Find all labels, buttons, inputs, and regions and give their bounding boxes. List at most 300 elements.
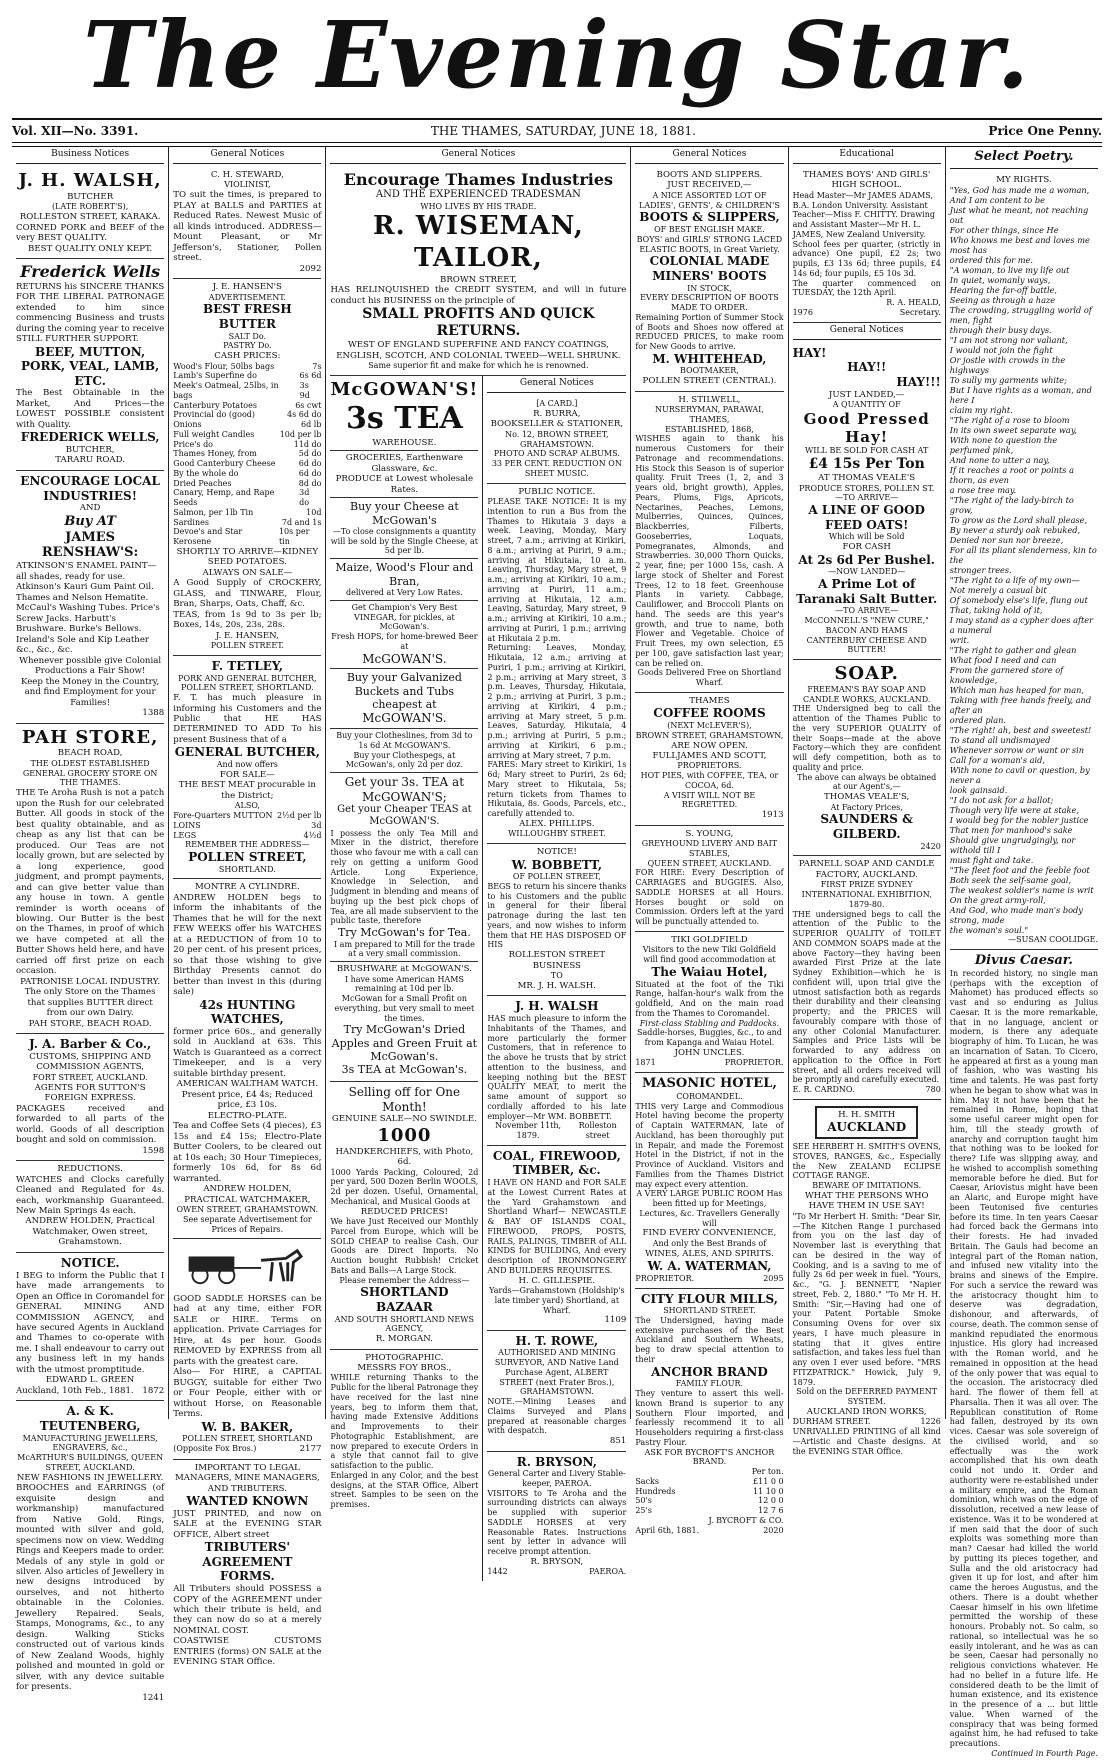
ad-body-2: The only Store on the Thames that supplies BUTTER direct from our own Dairy.: [24, 987, 156, 1019]
ad-title: PUBLIC NOTICE.: [518, 486, 596, 497]
ad-line-9: —TO ARRIVE—: [835, 606, 899, 616]
price-list: [173, 811, 321, 840]
poem-line: Taking with free hands freely, and after an: [949, 695, 1092, 716]
price-list: [635, 1477, 783, 1516]
ad-line-2: Please remember the Address—: [339, 1275, 470, 1285]
price-item: Salmon, per 1lb Tin: [173, 507, 254, 517]
ad-signature: H. C. GILLESPIE.: [518, 1275, 596, 1286]
price-item: Onions: [173, 420, 202, 430]
poem-line: Hearing the far-off battle,: [949, 285, 1058, 296]
ad-address: POLLEN STREET.: [210, 641, 284, 651]
ad-teutenberg: [16, 1401, 164, 1707]
ad-subtitle: FREEMAN'S BAY SOAP AND CANDLE WORKS, AUCKLAND.: [802, 684, 931, 704]
poem-line: Denied nor sun nor breeze,: [949, 535, 1064, 546]
ad-address: BROWN STREET,: [440, 274, 517, 285]
poem-line: The crowding, struggling world of men, fight: [949, 305, 1092, 326]
ad-title: NOTICE.: [60, 1255, 120, 1270]
ad-body: PLEASE TAKE NOTICE: It is my intention to run a Bus from the Thames to Hikutaia 3 days a week. Leaving, Monday, Mary street, 7 a.m.; arriving at Kirikiri, 8 a.m.; arriving at Puriri, 9 a.m.; arriving at Hikutaia, 10 a.m. Leaving, Thursday, Mary street, 9 a.m.; arriving at Kirikiri, 10 a.m.; arriving at Puriri, 11 a.m.; arriving at Hikutaia, 12 a.m. Leaving, Saturday, Mary street, 9 a.m.; arriving at Kirikiri, 10 a.m.; arriving at Puriri, 1 p.m.; arriving at Hikutaia 2 p.m.: [487, 497, 627, 643]
price-item: Good Canterbury Cheese: [173, 459, 276, 469]
ad-address: SHORTLAND STREET.: [663, 1306, 756, 1316]
article-continued: Continued in Fourth Page.: [991, 1748, 1099, 1758]
ad-line-2: First-class Stabling and Paddocks.: [639, 1018, 780, 1028]
ad-body: I HAVE ON HAND and FOR SALE at the Lowest Current Rates at the Yard Grahamstown and Shortland Wharf— NEWCASTLE & BAY OF ISLANDS COAL, FIREWOOD, PROPS, POSTS, RAILS, PALINGS, TIMBER of ALL KINDS for BUILDING, And every description of IRONMONGERY AND BUILDERS REQUISITES.: [487, 1178, 627, 1275]
ad-heading: Encourage Thames Industries: [343, 169, 614, 189]
poem-line: Who knows me best and loves me most has: [949, 235, 1090, 256]
volume-number: Vol. XII—No. 3391.: [12, 124, 139, 138]
poem-line: "I do not ask for a ballot;: [949, 795, 1054, 806]
ad-heading: ANCHOR BRAND: [651, 1364, 768, 1379]
poem-line: In quiet, womanly ways,: [949, 275, 1051, 286]
ad-line-6: Fresh HOPS, for home-brewed Beer at: [331, 632, 478, 651]
ad-body-2: Enlarged in any Color, and the best designs, at the STAR Office, Albert street. Samples to be seen on the premises.: [330, 1470, 479, 1510]
ad-line-2: ASK FOR BYCROFT'S ANCHOR BRAND.: [644, 1447, 775, 1467]
ad-heading-2: Maize, Wood's Flour and Bran,: [335, 561, 474, 588]
poem-line: Just what he meant, not reaching out: [949, 205, 1089, 226]
price-value: 8d do: [298, 478, 322, 488]
ad-reductions: [16, 1161, 164, 1253]
ad-steward-violinist: [173, 167, 321, 279]
ad-title: R. BRYSON,: [516, 1454, 597, 1469]
poem-line: For other things, since He: [949, 225, 1059, 236]
ad-body-2: School fees per quarter, (strictly in advance) One pupil, £2 2s; two pupils, £3 13s 6d; three pupils, £4 14s 6d; four pupils, £5 10s 3d.: [792, 239, 941, 278]
poem-line: Not merely a casual bit: [949, 585, 1047, 596]
ad-line: SALT Do.: [228, 331, 267, 341]
ad-signature: R. A. HEALD,: [886, 298, 941, 308]
ad-heading-3: Buy your Galvanized Buckets and Tubs cheapest at: [346, 671, 462, 711]
ad-signature: SAUNDERS & GILBERD.: [820, 812, 913, 842]
ad-heading: AGENTS FOR SUTTON'S FOREIGN EXPRESS.: [34, 1082, 146, 1104]
ad-line-12: McGowan for a Small Profit on everything, but very small to meet the times.: [334, 994, 475, 1023]
ad-number: 1442: [487, 1567, 508, 1577]
poem-line: That men for manhood's sake: [949, 825, 1073, 836]
ad-heading: ENCOURAGE LOCAL INDUSTRIES!: [20, 473, 160, 503]
ad-body: VISITORS to Te Aroha and the surrounding districts can always be supplied with superior SADDLE HORSES at very Reasonable Rates. Instructions sent by letter in advance will receive prompt attention.: [487, 1488, 627, 1557]
ad-title: THAMES BOYS' AND GIRLS' HIGH SCHOOL.: [803, 169, 931, 191]
ad-number: 1871: [635, 1058, 656, 1068]
ad-number-big: 1000: [377, 1124, 432, 1146]
ad-address: BEACH ROAD,: [57, 748, 123, 759]
column-header: Business Notices: [16, 147, 164, 164]
ad-note: SHORTLY TO ARRIVE—KIDNEY SEED POTATOES.: [176, 546, 319, 568]
column-header: General Notices: [635, 147, 783, 164]
ad-connector: AND: [79, 503, 101, 514]
ad-signature: R. BRYSON,: [530, 1556, 584, 1567]
ad-date: Auckland, 10th Feb., 1881.: [16, 1385, 134, 1396]
ad-body: FOR HIRE: Every Description of CARRIAGES and BUGGIES. Also, SADDLE HORSES at all Hours. Horses bought or sold on Commission. Orders left at the yard will be punctually attended to.: [635, 868, 784, 927]
price-row: [173, 401, 321, 411]
ad-line: PHOTO AND SCRAP ALBUMS.: [493, 449, 620, 459]
ad-body: WATCHES and Clocks carefully Cleaned and Regulated for 4s. each, workmanship Guaranteed. New Main Springs 4s each.: [16, 1174, 165, 1216]
ad-body: Head Master—Mr JAMES ADAMS, B.A. London University. Assistant Teacher—Miss F. CHITTY. Drawing and Assistant Master—Mr H. L. JAMES, New Zealand University.: [792, 190, 935, 239]
ad-hay-1: HAY!: [792, 345, 827, 360]
poem-line: "The right! ah, best and sweetest!: [949, 725, 1092, 736]
ad-line-2: ARE NOW OPEN.: [671, 740, 748, 751]
ad-number: 1872: [142, 1385, 165, 1396]
ad-trade: BUTCHER,: [65, 444, 115, 455]
price-row: [173, 821, 321, 831]
poem-line: Though very life were at stake,: [949, 805, 1079, 816]
ad-town: COROMANDEL.: [676, 1091, 743, 1101]
ad-parnell-soap: [793, 856, 941, 1099]
ad-trade: BOOTMAKER,: [680, 366, 739, 376]
poem-line: The weakest soldier's name is writ: [949, 885, 1094, 896]
ad-body: THE Te Aroha Rush is not a patch upon the Rush for our celebrated Butter. All goods in stock of the best quality obtainable, and as cheap as any list that can be produced. Our Teas are not locally grown, but are selected by a long experience, good judgment, and prompt payments, and can give better value than any house in town. A gentle reminder is worth oceans of blowing. Our Butter is the best on the Thames, in proof of which we have competed at all the Butter Shows held here, and have carried off first prize on each occasion.: [16, 788, 165, 977]
ad-note: Same superior fit and make for which he is renowned.: [368, 361, 589, 371]
ad-james-renshaw: [16, 471, 164, 724]
ad-foy-photographic: [330, 1350, 478, 1514]
ad-signature: ALEX. PHILLIPS.: [519, 818, 595, 829]
ad-line-10: BRUSHWARE at McGOWAN'S.: [336, 964, 472, 975]
price-row: [635, 1496, 783, 1506]
poem-body: [950, 185, 1098, 935]
price-value: 11d do: [293, 439, 322, 449]
ad-body: WISHES again to thank his numerous Customers for their Patronage and recommendations. His Stock this Season is of superior quality. Fruit Trees (1, 2, and 3 years old, bright growth), Apples, Pears, Plums, Figs, Apricots, Nectarines, Peaches, Lemons, Mulberries, Quinces, Quinces, Blackberries, Filberts, Gooseberries, Loquats, Pomegranates, Almonds, and Strawberries. 30,000 Thorn Quicks, 2 year, fine; per 1000 15s, cash. A large stock of Shelter and Forest Trees, 12 to 18 feet. Greenhouse Plants in variety. Cabbage, Cauliflower, and Broccoli Plants on hand. The seeds are this year's growth, and true to name, both Flower and Vegetable. Choice of Fruit Trees, my own selection, £5 per 100, gave satisfaction last year; can be relied on.: [635, 434, 784, 668]
ad-tetley: [173, 656, 321, 880]
column-header: Select Poetry.: [950, 147, 1098, 169]
ad-subtitle: BOOKSELLER & STATIONER,: [490, 419, 624, 430]
ad-heading-8: 3s TEA at McGowan's.: [341, 1063, 468, 1077]
ad-heading-3: ELECTRO-PLATE.: [207, 1110, 287, 1121]
ad-high-school: [793, 167, 941, 323]
ad-body: THE undersigned begs to call the attention of the Public to the SUPERIOR QUALITY of TOILET AND COMMON SOAPS made at the above Factory—they having been awarded First Prize at the late Sydney Exhibition—which he is confident will, upon trial give the utmost satisfaction both as regards their durability and their cleansing property; and the PRICES will favourably compare with those of any other Colonial Manufacturer. Samples and Price Lists will be forwarded to any address on application to the Office in Fort street, and all orders received will be promptly and carefully executed.: [792, 909, 941, 1085]
ad-body: SEE HERBERT H. SMITH'S OVENS, STOVES, RANGES, &c., Especially the New ZEALAND ECLIPSE COTTAGE RANGE.: [792, 1142, 941, 1181]
poem-line: Call for a woman's aid,: [949, 755, 1045, 766]
ad-address: POLLEN STREET,: [188, 850, 307, 865]
ad-title: C. H. STEWARD,: [210, 169, 284, 180]
price-item: Fore-Quarters MUTTON: [173, 811, 273, 821]
ad-heading: FIND EVERY CONVENIENCE,: [642, 1228, 777, 1239]
ad-heading: 42s HUNTING WATCHES,: [199, 997, 296, 1027]
masthead: [0, 0, 1114, 110]
ad-address: No. 12, BROWN STREET,: [505, 429, 609, 439]
ad-body: PACKAGES received and forwarded to all parts of the world. Goods of all description bought and sold on commission.: [16, 1103, 165, 1146]
ad-signature: E. R. CARDNO.: [792, 1085, 855, 1095]
ad-signature: ANDREW HOLDEN,: [203, 1184, 292, 1195]
ad-title: M. WHITEHEAD,: [652, 351, 767, 366]
column-header: General Notices: [173, 147, 321, 164]
ad-body: GOOD SADDLE HORSES can be had at any time, either FOR SALE or HIRE. Terms on application. Private Carriages for Hire, at 4s per hour. Goods REMOVED by EXPRESS from all parts with the greatest care.: [173, 1293, 322, 1367]
horse-carriage-illustration: [181, 1246, 314, 1286]
ad-note: [A CARD.]: [536, 399, 578, 409]
ad-title: MASONIC HOTEL,: [642, 1076, 777, 1092]
ad-line-2: A QUANTITY OF: [832, 400, 901, 410]
price-value: 3d do: [299, 488, 310, 508]
ad-signature: FULLJAMES AND SCOTT,: [652, 751, 767, 761]
price-row: [173, 449, 321, 459]
ad-title: REDUCTIONS.: [57, 1164, 123, 1175]
price-row: [173, 811, 321, 821]
ad-body: BROOCHES and EARRINGS (of exquisite design and workmanship) manufactured from Native Gold. Rings, mounted with silver and gold, specimens now on view. Wedding Rings and Keepers made to order. Medals of any style in gold or silver. Also articles of Jewellery in new designs introduced by ourselves, and not hitherto obtainable in the Colonies. Jewellery Repaired. Seals, Stamps, Monograms, &c., to any design. Walking Sticks constructed out of various kinds of New Zealand Woods, highly polished and mounted in gold or silver, with any device suitable for presents.: [16, 1483, 165, 1693]
ad-motto: SMALL PROFITS AND QUICK RETURNS.: [362, 306, 595, 340]
price-row: [173, 430, 321, 440]
ad-line-5: A VISIT WILL NOT BE REGRETTED.: [663, 790, 756, 810]
ad-address: OWEN STREET, GRAHAMSTOWN.: [176, 1205, 319, 1215]
ad-trade: PRACTICAL WATCHMAKER,: [184, 1194, 311, 1205]
ad-body-2: TEAS, from 1s 9d to 3s per lb; Boxes, 14s, 20s, 23s, 28s.: [173, 609, 322, 631]
column-educational: [789, 147, 946, 1456]
price-item: Provincial do (good): [173, 410, 255, 420]
column-select-poetry: [946, 147, 1102, 1758]
ad-heading: NEW FASHIONS IN JEWELLERY.: [16, 1472, 164, 1483]
ad-line-9: I am prepared to Mill for the trade at a very small commission.: [333, 939, 475, 959]
ad-address: BROWN STREET, GRAHAMSTOWN,: [635, 730, 784, 740]
ad-body-2: All Tributers should POSSESS a COPY of the AGREEMENT under which their tribute is held, and they can now do so at a merely NOMINAL COST.: [173, 1584, 322, 1636]
ad-subtitle: AND THE EXPERIENCED TRADESMAN: [375, 189, 581, 201]
ad-body-2: WEST OF ENGLAND SUPERFINE AND FANCY COATINGS, ENGLISH, SCOTCH, AND COLONIAL TWEED—WELL SHRUNK.: [336, 340, 621, 361]
ad-line-3: ALSO,: [234, 801, 260, 811]
poem-line: a rose tree may.: [949, 485, 1017, 496]
ad-body: AUTHORISED AND MINING SURVEYOR, AND Native Land Purchase Agent, ALBERT STREET (next Frater Bros.), GRAHAMSTOWN.: [494, 1348, 619, 1397]
article-body: In recorded history, no single man (perhaps with the exception of Mahomet) has produced effects so vast and so enduring as Julius Caesar. It is the more remarkable, that in no language, ancient or modern, is there any adequate biography of him. To Lucan, he was an incarnation of Satan. To Cicero, he appeared at first as a young man of fashion, who was wasting his time and talents. He was past forty when he began to show what was in him. May it not have been that he remained in Rome, hoping that some useful career might open for him, till the steady growth of anarchy and corruption taught him that nothing was to be looked for there? Life was slipping away, and he wished to accomplish something memorable before he died. But for Caesar, Ariovistus might have been an Alaric, and Europe might have been Teutonised five centuries before its time. In ten years Caesar had forced back the Germans into their forests. He had invaded Britain. The Gauls had become an integral part of the Roman nation, and infused new vitality into the brains and sinews of the Empire. For such a service the reward was the aristocracy thought him to deserve was degradation, dishonour, and afterwards, of course, death. The common sense of mankind repudiated the enormous injustice. His glory had increased with the Roman world, and he remained in opposition at the head of the only power that was equal to the occasion. The aristocracy died hard. The flower of them fell at Pharsalia. Then it was all over. The Republican constitution of Rome had fallen, destroyed by its own vices. Caesar was sole sovereign of the civilised world, and so effectually was the work accomplished that his own death could not undo it. Order and authority were re-established under a military empire, and the Roman dominion, which was on the edge of dissolution, received a new lease of existence. Was it to be wondered at if men said that the door of such exploits was something more than man? Caesar had killed the world by putting its pieces together, and Sulla and the old aristocracy had given it up for lost, and after him came the heroes Augustus, and the others. There is a doubt whether Caesar himself in his own lifetime permitted the worship of these honours. Probably not. So calm, so rational, so intellectual was he so easily intolerant, and he was as can be seen, Caesar had personally no religious convictions whatever. He had no belief in a future life. He considered death to be the limit of human existence, and its existence in the presence of a ... but little value. When warned of the conspiracy that was being formed against him, he had refused to take precautions.: [949, 968, 1099, 1749]
price-value: 2½d per lb: [277, 811, 322, 821]
ad-body-2: They venture to assert this well-known Brand is superior to any Southern Flour imported, and fearlessly recommend it to all Householders requiring a first-class Pastry Flour.: [635, 1389, 784, 1447]
ad-address: QUEEN STREET, AUCKLAND.: [647, 858, 772, 868]
ad-line-2: Goods Delivered Free on Shortland Wharf.: [637, 668, 782, 688]
price-row: [173, 410, 321, 420]
ad-title: H. T. ROWE,: [515, 1333, 599, 1348]
ad-line-7: FOR CASH: [842, 542, 891, 553]
ad-number: 780: [925, 1085, 941, 1095]
price-item: By the whole do: [173, 468, 239, 478]
ad-line-4: PROPRIETOR.: [724, 1058, 784, 1068]
ad-heading-3: ALWAYS ON SALE—: [202, 567, 293, 578]
logo-text: H. H. SMITH: [838, 1109, 896, 1120]
ad-line-6: Which will be Sold: [828, 532, 905, 542]
price-item: Canary, Hemp, and Rape Seeds: [173, 488, 275, 508]
ad-number: 851: [609, 1436, 627, 1447]
ad-bryson: [487, 1452, 626, 1582]
ad-line: Secretary.: [899, 307, 941, 317]
ad-heading: THAMES: [689, 695, 730, 706]
ad-line-2: MR. J. H. WALSH.: [517, 980, 596, 991]
ad-heading-2: SHORTLAND BAZAAR: [360, 1285, 449, 1314]
ad-address: POLLEN STREET (CENTRAL).: [642, 376, 777, 387]
price-value: 12 7 6: [758, 1506, 784, 1515]
ad-price: £4 15s Per Ton: [808, 456, 925, 473]
ad-testimonials: "To Mr Herbert H. Smith: "Dear Sir,—The Kitchen Range I purchased from you on the last day of November last is everything that can be desired in the way of Cooking, and is a saving to me of fully 2s 6d per week in fuel. "Yours, &c., "G. J. BENNETT, "Napier street, Feb. 2, 1880." "To Mr H. H. Smith: "Sir,—Having had one of your Patent Portable Smoke Consuming Ovens for over six years, I have much pleasure in stating that it gives entire satisfaction, and takes less fuel than any oven I ever used before. "MRS FITZPATRICK." Howick, July 9, 1879.: [792, 1211, 941, 1387]
ad-line: WHO LIVES BY HIS TRADE.: [420, 201, 537, 211]
ad-number: 1976: [792, 307, 813, 317]
ad-heading-2: TRIBUTERS' AGREEMENT FORMS.: [202, 1540, 293, 1584]
poem-line: On the great army-roll,: [949, 895, 1046, 906]
price-value: 4s 6d do: [287, 410, 322, 420]
ad-body-2: THE BEST MEAT procurable in the District;: [178, 780, 316, 801]
ad-title: Frederick Wells: [20, 262, 161, 282]
ad-number: 2420: [920, 841, 941, 851]
ad-body: WHILE returning Thanks to the Public for the liberal Patronage they have received for the last nine years, beg to inform them that, having made Extensive Additions and Improvements to their Photographic Establishment, are now prepared to execute Orders in a style that cannot fail to give satisfaction to the public.: [330, 1373, 479, 1471]
ad-address: McARTHUR'S BUILDINGS, QUEEN STREET, AUCKLAND.: [17, 1453, 164, 1472]
ad-line: FAMILY FLOUR.: [675, 1379, 744, 1389]
ad-line-2: PROPRIETOR.: [635, 1273, 695, 1283]
price-value: 7s: [312, 361, 322, 371]
ad-signature: J. BYCROFT & CO.: [708, 1515, 784, 1525]
poem-line: I would beg for the nobler justice: [949, 815, 1089, 826]
poem-line: To sully my garments white;: [949, 375, 1067, 386]
ad-town: GRAHAMSTOWN.: [519, 439, 594, 449]
column-header: Educational: [793, 147, 941, 164]
poem-line: "The fleet foot and the feeble foot: [949, 865, 1090, 876]
ad-bobbett: [487, 844, 626, 996]
poem-line: ordered this for me.: [949, 255, 1034, 266]
ad-line-2: FOR SALE—: [219, 769, 275, 780]
ad-line-3: —To close consignments a quantity will be sold by the Single Cheese, at 5d per lb.: [330, 526, 479, 556]
poem-line: To stand all undismayed: [949, 735, 1051, 746]
ad-title: J. A. Barber & Co.,: [28, 1037, 152, 1052]
poem-line: For all its pliant slenderness, kin to the: [949, 545, 1097, 566]
ad-coffee-rooms: [635, 693, 783, 826]
poem-line: To grow as the Lord shall please,: [949, 515, 1088, 526]
poem-line: With none to question the perfumed pink,: [949, 435, 1058, 456]
price-row: [173, 371, 321, 381]
ad-signature: W. A. WATERMAN,: [647, 1259, 772, 1274]
ad-line-8: —NOW LANDED—: [828, 567, 906, 577]
ad-line-5: EVERY DESCRIPTION OF BOOTS MADE TO ORDER.: [640, 293, 779, 313]
ad-footer: PAH STORE, BEACH ROAD.: [28, 1018, 152, 1029]
ad-note-2: Keep the Money in the Country, and find Employment for your Families!: [21, 676, 160, 708]
poem-line: the woman's soul.": [949, 925, 1029, 936]
poem-line: look gainsaid.: [949, 785, 1008, 796]
ad-heading-6: Try McGowan's for Tea.: [337, 926, 471, 940]
ad-title: IMPORTANT TO LEGAL MANAGERS, MINE MANAGERS, AND TRIBUTERS.: [174, 1462, 320, 1494]
column-header-2: General Notices: [793, 323, 941, 340]
ad-body: F. T. has much pleasure in informing his Customers and the Public that HE HAS DETERMINED TO ADD To his present Business that of a: [173, 693, 322, 745]
price-value: 11 10 0: [753, 1486, 784, 1496]
ad-body: ANDREW HOLDEN begs to inform the inhabitants of the Thames that he will for the next FEW WEEKS offer his WATCHES at a REDUCTION of from 10 to 20 per cent. of his present prices, so that those wishing to give Birthday Presents cannot do better than invest in this (during sale): [173, 892, 322, 998]
price-row: [173, 381, 321, 401]
ad-body: TO suit the times, is prepared to PLAY at BALLS and PARTIES at Reduced Rates. Newest Music of all kinds introduced. ADDRESS—Mount Pleasant, or Mr Jefferson's, Stationer, Pollen street.: [173, 190, 322, 264]
ad-heading: PATRONISE LOCAL INDUSTRY.: [20, 976, 161, 987]
ad-signature: W. B. BAKER,: [201, 1419, 294, 1434]
ad-subtitle: GENUINE SALE—NO SWINDLE.: [331, 1114, 477, 1125]
ad-tea: 3s TEA: [346, 401, 463, 437]
ad-subtitle: FIRST PRIZE SYDNEY INTERNATIONAL EXHIBITION, 1879-80.: [801, 880, 932, 909]
ad-line: Present price, £4 4s; Reduced price, £3 10s.: [181, 1089, 313, 1111]
ad-barber-co: [16, 1034, 164, 1161]
ad-buy: Buy AT: [64, 513, 116, 529]
ad-title: McGOWAN'S!: [330, 379, 479, 401]
ad-walsh-notice: [487, 996, 626, 1145]
ad-note: See separate Advertisement for Prices of Repairs.: [182, 1214, 312, 1234]
ad-line-4: AT THOMAS VEALE'S: [818, 473, 916, 484]
columns: [12, 146, 1102, 1758]
ad-title: W. BOBBETT,: [511, 857, 603, 872]
ad-address: ROLLESTON STREET, KARAKA.: [19, 212, 161, 223]
ad-body: A Good Supply of CROCKERY, GLASS, and TINWARE, Flour, Bran, Sharps, Oats, Chaff, &c.: [173, 578, 322, 610]
poem-line: If it reaches a root or points a thorn, as even: [949, 465, 1074, 486]
price-row: [173, 479, 321, 489]
ad-number: 1109: [604, 1315, 627, 1326]
ad-subtitle: BUTCHER: [67, 191, 114, 202]
ad-line-3: PROPRIETORS.: [677, 761, 742, 771]
ad-signature: ANDREW HOLDEN, Practical Watchmaker, Owen street, Grahamstown.: [25, 1216, 155, 1248]
poem-line: "The right of the lady-birch to grow,: [949, 495, 1074, 516]
ad-body: Situated at the foot of the Tiki Range, halfan-hour's walk from the goldfield, And on the main road from the Thames to Coromandel.: [635, 979, 784, 1018]
poem-line: Should give ungrudgingly, nor withold till I: [949, 835, 1076, 856]
ad-title: PARNELL SOAP AND CANDLE FACTORY, AUCKLAND.: [798, 859, 935, 880]
poem-line: By never a sturdy oak rebuked,: [949, 525, 1081, 536]
poem-line: And I am content to be: [949, 195, 1045, 206]
price-list: [173, 362, 321, 547]
dateline: [12, 118, 1102, 143]
poem-line: Or jostle with crowds in the highways: [949, 355, 1066, 376]
ad-city-flour-mills: [635, 1289, 783, 1540]
ad-heading-2: ROLLESTON STREET BUSINESS: [508, 950, 606, 971]
price-value: 6s cwt: [295, 400, 322, 410]
poem-line: With none to cavil or question, by never a: [949, 765, 1090, 786]
price-item: LOINS: [173, 820, 201, 830]
price-row: [173, 831, 321, 841]
price-value: 3d: [311, 820, 322, 830]
ad-address: Rolleston street: [578, 1121, 617, 1141]
ad-body-3: FARES: Mary street to Kirikiri, 1s 6d; Mary street to Puriri, 2s 6d; Mary street to Hikutaia, 5s; return tickets from Thames to Hikutaia, 8s. Goods, Parcels, etc., carefully attended to.: [487, 760, 627, 819]
ad-line-3: AND SOUTH SHORTLAND NEWS AGENCY,: [334, 1314, 474, 1334]
price-row: [635, 1506, 783, 1516]
ad-title: The Waiau Hotel,: [651, 964, 768, 979]
ad-body-2: We have Just Received our Monthly Parcel from Europe, which will be SOLD CHEAP to realise Cash. Our Goods are Direct Imports. No Auction bought Rubbish! Cricket Bats and Balls—A Large Stock.: [330, 1217, 479, 1275]
ad-title: COAL, FIREWOOD, TIMBER, &c.: [492, 1148, 621, 1178]
ad-subtitle: General Carter and Livery Stable-keeper, PAEROA.: [487, 1469, 626, 1488]
ad-heading-2: AMERICAN WALTHAM WATCH.: [176, 1079, 319, 1090]
ad-line-3: Saddle-horses, Buggies, &c., to and from Kapanga and Waiau Hotel.: [636, 1028, 782, 1048]
ad-line-4: REMEMBER THE ADDRESS—: [185, 840, 310, 850]
ad-line-3: BOYS' and GIRLS' STRONG LACED ELASTIC BOOTS, in Great Variety.: [636, 234, 783, 254]
ad-date: November 11th, 1879.: [495, 1121, 562, 1141]
ad-number: 1913: [761, 810, 784, 821]
ad-address: DURHAM STREET.: [792, 1417, 871, 1427]
ad-signature: JOHN UNCLES.: [674, 1047, 745, 1058]
ad-subtitle: ADVERTISEMENT.: [208, 292, 286, 302]
ad-body: BEGS to return his sincere thanks to his Customers and the public in general for their liberal patronage during the last ten years, and now wishes to inform them that HE HAS DISPOSED OF HIS: [487, 881, 627, 950]
price-item: 50's: [635, 1496, 652, 1506]
poem-line: ordered plan.: [949, 715, 1006, 726]
price-item: Full weight Candles: [173, 429, 255, 439]
ad-title: S. YOUNG,: [685, 828, 734, 839]
ad-line-2: THOMAS VEALE'S,: [824, 792, 910, 803]
ad-body: RETURNS his SINCERE THANKS FOR THE LIBERAL PATRONAGE extended to him since commencing Business and trusts during the coming year to receive STILL FURTHER SUPPORT.: [16, 281, 165, 345]
poem-line: Whenever sorrow or want or sin: [949, 745, 1084, 756]
ad-masonic-hotel: [635, 1073, 783, 1288]
ad-signature: EDWARD L. GREEN: [45, 1375, 135, 1386]
poem-line: Of somebody else's life, flung out: [949, 595, 1088, 606]
price-row: [173, 527, 321, 547]
article-title: Divus Caesar.: [974, 953, 1073, 969]
ad-line: And now offers: [216, 760, 278, 770]
poem-line: must fight and take.: [949, 855, 1034, 866]
ad-body: HAS much pleasure to inform the Inhabitants of the Thames, and more particularly the former Customers, that in reference to the above he trusts that by strict attention to the business, and keeping nothing but the BEST QUALITY MEAT, to merit the same amount of support so cordially afforded to his late employer—Mr WM. BOBBETT.: [487, 1014, 627, 1121]
ad-heading: GENERAL BUTCHER,: [174, 745, 320, 760]
poem-line: And God, who made man's body strong, made: [949, 905, 1083, 926]
ad-phillips-bus: [487, 484, 626, 844]
ad-title: F. TETLEY,: [211, 658, 284, 673]
ad-body: A NICE ASSORTED LOT OF LADIES', GENTS', & CHILDREN'S: [639, 190, 780, 210]
price-item: LEGS: [173, 830, 197, 840]
ad-body-2: Returning: Leaves, Monday, Hikutaia, 12 a.m.; arriving at Puriri, 1 p.m.; arriving at Kirikiri, 2 p.m.; arriving at Mary street, 3 p.m. Leaves, Thursday, Hikutaia, 2 p.m.; arriving at Puriri, 3 p.m.; arriving at Kirikiri, 4 p.m.; arriving at Mary street, 5 p.m. Leaves, Saturday, Hikutaia, 4 p.m.; arriving at Puriri, 5 p.m.; arriving at Kirikiri, 6 p.m.; arriving at Mary street, 7 p.m.: [487, 643, 627, 760]
article-divus-caesar: [950, 950, 1098, 1763]
poem-line: That, taking hold of it,: [949, 605, 1043, 616]
column-general-notices-3: [631, 147, 788, 1535]
poem-line: stronger trees.: [949, 565, 1012, 576]
ad-signature: J. E. HANSEN,: [215, 630, 279, 641]
ad-notice-green: [16, 1253, 164, 1401]
ad-heading-4: Get your 3s. TEA at McGOWAN'S;: [344, 775, 465, 804]
issue-price: Price One Penny.: [988, 124, 1102, 138]
ad-number: 1388: [142, 708, 165, 719]
ad-heading: REDUCED PRICES!: [360, 1206, 448, 1217]
logo-text-2: AUCKLAND: [827, 1120, 907, 1135]
ad-address: POLLEN STREET, SHORTLAND.: [180, 683, 314, 693]
price-item: Canterbury Potatoes: [173, 400, 257, 410]
ad-title: Good Pressed Hay!: [803, 409, 930, 447]
